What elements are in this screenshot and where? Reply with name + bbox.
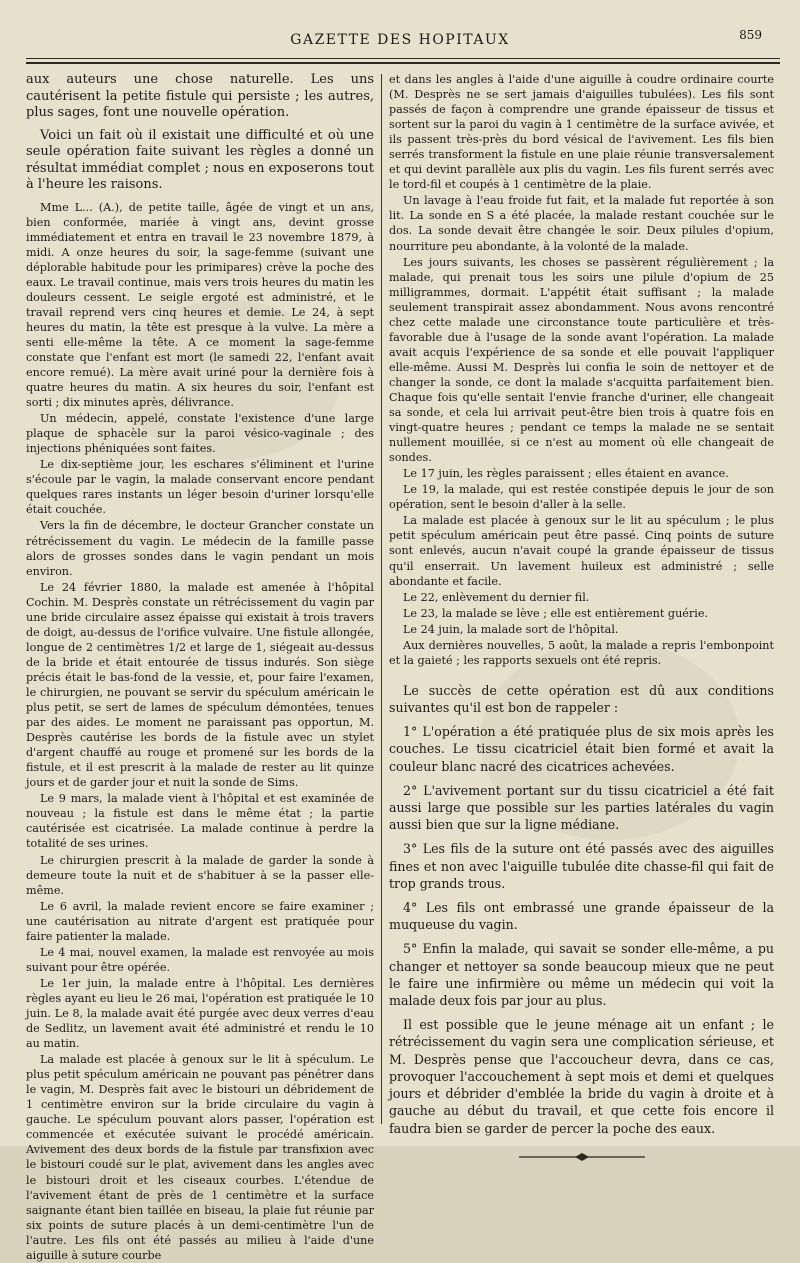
paragraph: Le 24 février 1880, la malade est amenée à l'hôpital Cochin. M. Desprès constate un rétrécissement du vagin par une bride circulaire assez épaisse qui existait à trois travers de doigt, au-dessus de l'orifice vulvaire. Une fistule allongée, longue de 2 centimètres 1/2 et large de 1, siégeait au-dessus de la bride et était entourée de tissus indurés. Son siège précis était le bas-fond de la vessie, et, pour faire l'examen, le chirurgien, ne pouvant se servir du spéculum américain le plus petit, se sert de lames de spéculum démontées, tenues par des aides. Le moment ne paraissant pas opportun, M. Desprès cautérise les bords de la fistule avec un stylet d'argent chauffé au rouge et promené sur les bords de la fistule, et il est prescrit à la malade de rester au lit quinze jours et de garder jour et nuit la sonde de Sims. (26, 580, 374, 790)
page-header (20, 22, 780, 56)
paragraph: Le 23, la malade se lève ; elle est entièrement guérie. (403, 606, 708, 620)
paragraph: Le dix-septième jour, les eschares s'éliminent et l'urine s'écoule par le vagin, la malade conservant encore pendant quelques rares instants un léger besoin d'uriner lorsqu'elle était couchée. (26, 458, 374, 517)
conclusion-item: 5° Enfin la malade, qui savait se sonder elle-même, a pu changer et nettoyer sa sonde beaucoup mieux que ne peut le faire une infirmière ou même un médecin qui voit la malade deux fois par jour au plus. (389, 941, 774, 1009)
right-column (389, 72, 774, 1136)
paragraph: Aux dernières nouvelles, 5 août, la malade a repris l'embonpoint et la gaieté ; les rapports sexuels ont été repris. (389, 638, 774, 667)
ornament-rule-icon (517, 1152, 647, 1162)
paragraph: Voici un fait où il existait une difficulté et où une seule opération faite suivant les règles a donné un résultat immédiat complet ; nous en exposerons tout à l'heure les raisons. (26, 127, 374, 192)
paragraph: Le 6 avril, la malade revient encore se faire examiner ; une cautérisation au nitrate d'argent est pratiquée pour faire patienter la malade. (26, 899, 374, 943)
page-number: 859 (739, 28, 762, 42)
paragraph: Le 17 juin, les règles paraissent ; elles étaient en avance. (403, 467, 729, 481)
conclusions-section (389, 682, 774, 1137)
paragraph: et dans les angles à l'aide d'une aiguille à coudre ordinaire courte (M. Desprès ne se sert jamais d'aiguilles tubulées). Les fils sont passés de façon à comprendre une grande épaisseur de tissus et sortent sur la paroi du vagin à 1 centimètre de la surface avivée, et ils passent très-près du bord vésical de l'avivement. Les fils bien serrés transforment la fistule en une plaie réunie transversalement et qui devint parallèle aux plis du vagin. Les fils furent serrés avec le tord-fil et coupés à 1 centimètre de la plaie. (389, 73, 774, 192)
conclusion-item: 4° Les fils ont embrassé une grande épaisseur de la muqueuse du vagin. (389, 900, 774, 933)
paragraph: Le 9 mars, la malade vient à l'hôpital et est examinée de nouveau ; la fistule est dans le même état ; la partie cautérisée est cicatrisée. La malade continue à perdre la totalité de ses urines. (26, 792, 374, 851)
paragraph: La malade est placée à genoux sur le lit au spéculum ; le plus petit spéculum américain peut être passé. Cinq points de suture sont enlevés, aucun n'avait coupé la grande épaisseur de tissus qu'il enserrait. Un lavement huileux est administré ; selle abondante et facile. (389, 514, 774, 588)
paragraph: La malade est placée à genoux sur le lit à spéculum. Le plus petit spéculum américain ne pouvant pas pénétrer dans le vagin, M. Desprès fait avec le bistouri un débridement de 1 centimètre environ sur la bride circulaire du vagin à gauche. Le spéculum pouvant alors passer, l'opération est commencée et exécutée suivant le procédé américain. Avivement des deux bords de la fistule par transfixion avec le bistouri coudé sur le plat, avivement dans les angles avec le bistouri droit et les ciseaux courbes. L'étendue de l'avivement étant de près de 1 centimètre et la surface saignante étant bien taillée en biseau, la plaie fut réunie par six points de suture placés à un demi-centimètre l'un de l'autre. Les fils ont été passés au milieu à l'aide d'une aiguille à suture courbe (26, 1053, 374, 1262)
paragraph: aux auteurs une chose naturelle. Les uns cautérisent la petite fistule qui persiste ; les autres, plus sages, font une nouvelle opération. (26, 72, 374, 120)
paragraph: Le chirurgien prescrit à la malade de garder la sonde à demeure toute la nuit et de s'habituer à se la passer elle-même. (26, 853, 374, 897)
paragraph: Le 4 mai, nouvel examen, la malade est renvoyée au mois suivant pour être opérée. (26, 945, 374, 974)
paragraph: Mme L... (A.), de petite taille, âgée de vingt et un ans, bien conformée, mariée à vingt ans, devint grosse immédiatement et entra en travail le 23 novembre 1879, à midi. A onze heures du soir, la sage-femme (suivant une déplorable habitude pour les primipares) crève la poche des eaux. Le travail continue, mais vers trois heures du matin les douleurs cessent. Le seigle ergoté est administré, et le travail reprend vers cinq heures et demie. Le 24, à sept heures du matin, la tête est presque à la vulve. La mère a senti elle-même la tête. A ce moment la sage-femme constate que l'enfant est mort (le samedi 22, l'enfant avait encore remué). La mère avait uriné pour la dernière fois à quatre heures du matin. A six heures du soir, l'enfant est sorti ; dix minutes après, délivrance. (26, 200, 374, 410)
paragraph: Vers la fin de décembre, le docteur Grancher constate un rétrécissement du vagin. Le médecin de la famille passe alors de grosses sondes dans le vagin pendant un mois environ. (26, 519, 374, 578)
paragraph: Le 1er juin, la malade entre à l'hôpital. Les dernières règles ayant eu lieu le 26 mai, l'opération est pratiquée le 10 juin. Le 8, la malade avait été purgée avec deux verres d'eau de Sedlitz, un lavement avait été administré et rendu le 10 au matin. (26, 976, 374, 1051)
header-rule-thick (26, 62, 780, 64)
paragraph: Un médecin, appelé, constate l'existence d'une large plaque de sphacèle sur la paroi vésico-vaginale ; des injections phéniquées sont faites. (26, 412, 374, 456)
paragraph: Un lavage à l'eau froide fut fait, et la malade fut reportée à son lit. La sonde en S a été placée, la malade restant couchée sur le dos. La sonde devait être changée le soir. Deux pilules d'opium, nourriture peu abondante, à la volonté de la malade. (389, 194, 774, 253)
conclusion-final: Il est possible que le jeune ménage ait un enfant ; le rétrécissement du vagin sera une complication sérieuse, et M. Desprès pense que l'accoucheur devra, dans ce cas, provoquer l'accouchement à sept mois et demi et quelques jours et débrider d'emblée la bride du vagin à droite et à gauche au début du travail, et que cette fois encore il faudra bien se garder de percer la poche des eaux. (389, 1017, 774, 1136)
section-ornament (389, 1151, 774, 1161)
conclusion-item: 3° Les fils de la suture ont été passés avec des aiguilles fines et non avec l'aiguille tubulée dite chasse-fil qui fait de trop grands trous. (389, 841, 774, 891)
header-rule (26, 58, 780, 59)
conclusion-item: 1° L'opération a été pratiquée plus de six mois après les couches. Le tissu cicatriciel était bien formé et avait la couleur blanc nacré des cicatrices achevées. (389, 724, 774, 774)
conclusion-intro: Le succès de cette opération est dû aux conditions suivantes qu'il est bon de rappeler : (389, 682, 774, 716)
column-divider (381, 74, 382, 1124)
conclusion-item: 2° L'avivement portant sur du tissu cicatriciel a été fait aussi large que possible sur les parties latérales du vagin aussi bien que sur la ligne médiane. (389, 782, 774, 833)
journal-title: GAZETTE DES HOPITAUX (290, 32, 510, 48)
paragraph: Les jours suivants, les choses se passèrent régulièrement ; la malade, qui prenait tous les soirs une pilule d'opium de 25 milligrammes, dormait. L'appétit était suffisant ; la malade seulement transpirait assez abondamment. Nous avons rencontré chez cette malade une circonstance toute particulière et très-favorable due à l'usage de la sonde avant l'opération. La malade avait acquis l'expérience de sa sonde et elle pouvait l'appliquer elle-même. Aussi M. Desprès lui confia le soin de nettoyer et de changer la sonde, ce dont la malade s'acquitta parfaitement bien. Chaque fois qu'elle sentait l'envie franche d'uriner, elle changeait sa sonde, et cela lui arrivait peut-être bien trois à quatre fois en vingt-quatre heures ; pendant ce temps la malade ne se sentait nullement mouillée, si ce n'est au moment où elle changeait de sondes. (389, 255, 774, 465)
paragraph: Le 19, la malade, qui est restée constipée depuis le jour de son opération, sent le besoin d'aller à la selle. (389, 483, 774, 512)
paragraph: Le 22, enlèvement du dernier fil. (403, 590, 590, 604)
left-column (26, 72, 374, 1262)
paragraph: Le 24 juin, la malade sort de l'hôpital. (403, 622, 619, 636)
